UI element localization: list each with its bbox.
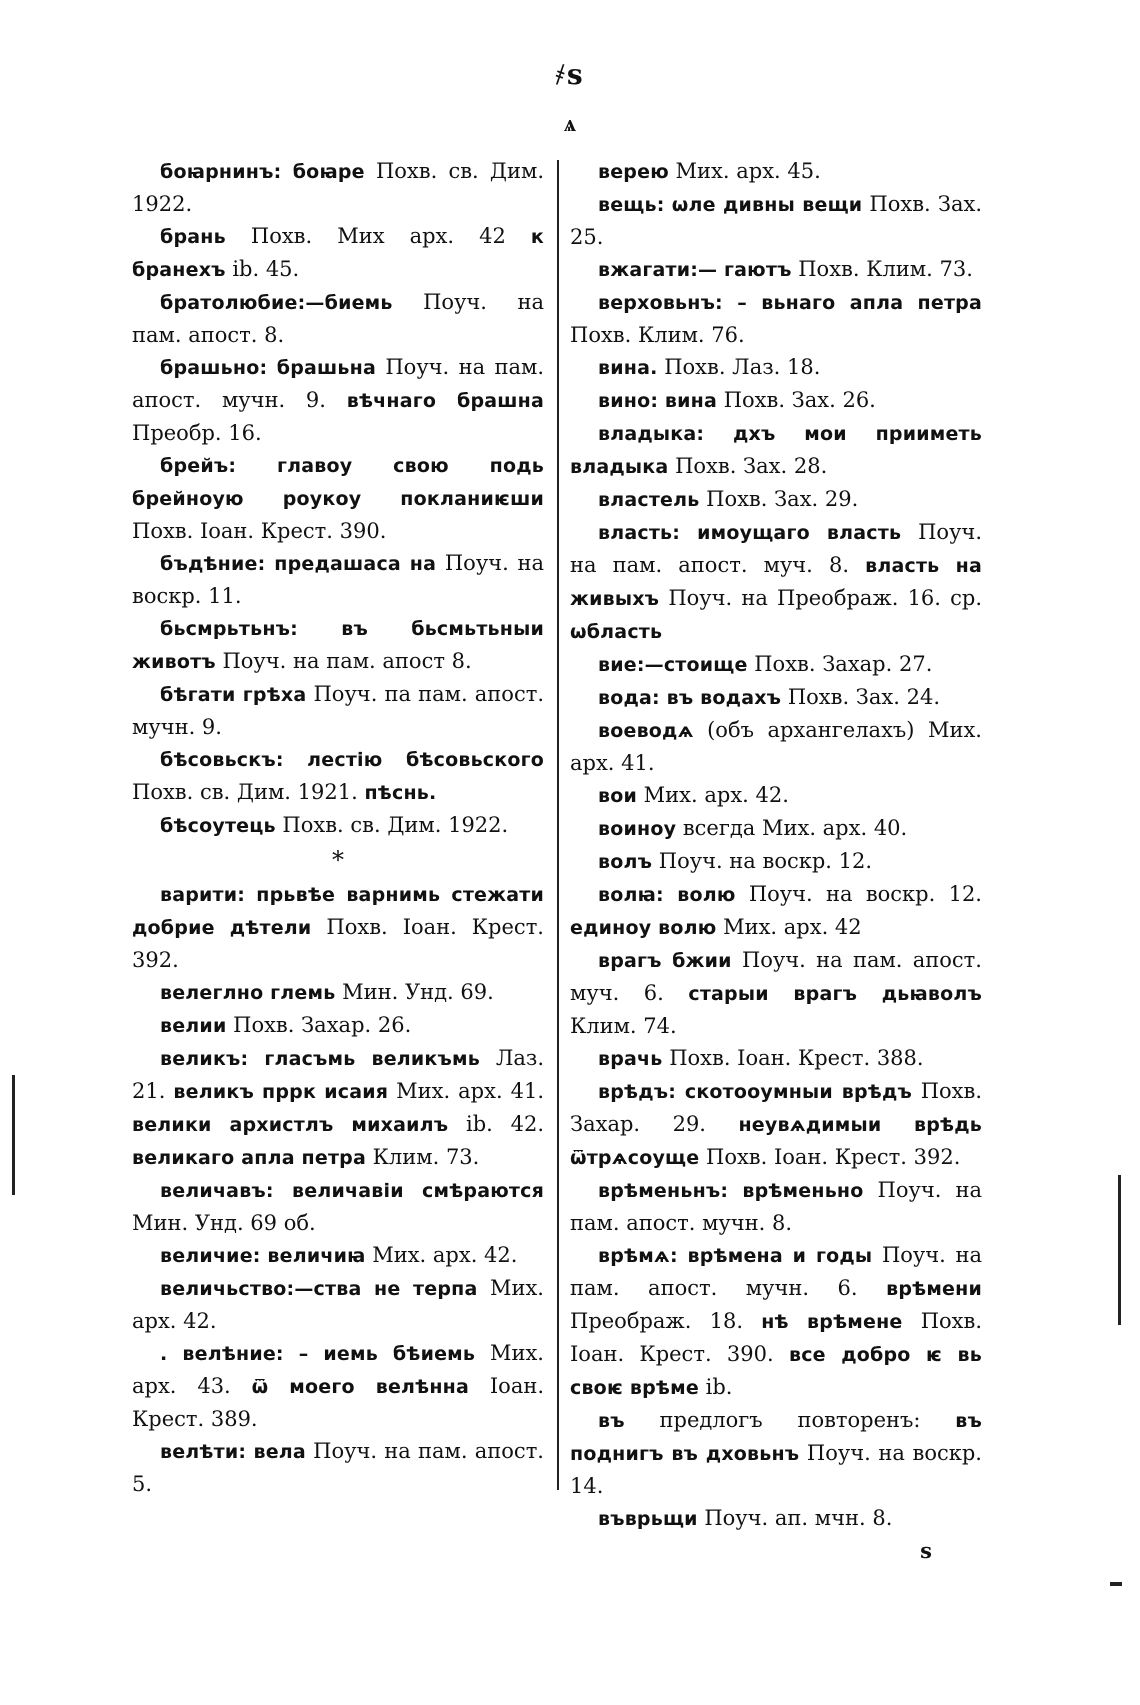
entry-reference: Мих. арх. 42.	[365, 1243, 518, 1267]
entry-headword: вещь: ѡле дивны вещи	[598, 194, 863, 216]
dictionary-entry	[570, 1075, 982, 1174]
entry-headword: владыка: дхъ мои прииметь владыка	[570, 423, 982, 478]
entry-headword: братолюбие:—биемь	[160, 292, 393, 314]
entry-citation: великъ пррк исаия	[173, 1081, 389, 1103]
entry-headword: властель	[598, 489, 700, 511]
dictionary-entry	[570, 188, 982, 253]
entry-headword: воиноу	[598, 818, 677, 840]
entry-reference: Похв. Іоан. Крест. 388.	[662, 1046, 924, 1070]
entry-reference: Похв. Зах. 25.	[570, 192, 982, 249]
entry-reference: Мин. Унд. 69.	[335, 980, 494, 1004]
entry-reference: Похв. Іоан. Крест. 390.	[570, 1309, 982, 1366]
dictionary-entry	[570, 878, 982, 944]
entry-reference: Поуч. на воскр. 11.	[132, 551, 544, 608]
entry-reference: Преображ. 18.	[570, 1309, 762, 1333]
dictionary-entry	[132, 612, 544, 678]
entry-reference: Поуч. ап. мчн. 8.	[697, 1506, 893, 1530]
entry-headword: вои	[598, 785, 637, 807]
entry-reference: Поуч. па пам. апост. мучн. 9.	[132, 682, 544, 739]
entry-reference: Похв. Зах. 29.	[699, 487, 859, 511]
entry-reference: Похв. св. Дим. 1921.	[132, 780, 365, 804]
entry-headword: брашьно: брашьна	[160, 357, 376, 379]
entry-headword: волъ	[598, 851, 653, 873]
entry-reference: предлогъ повторенъ:	[624, 1408, 956, 1432]
dictionary-entry	[132, 351, 544, 449]
entry-headword: брейъ: главоу свою подь брейноую роукоу покланиѥши	[132, 455, 544, 510]
entry-citation: вѣчнаго брашна	[346, 390, 544, 412]
entry-headword: великъ: гласъмь великъмь	[160, 1048, 480, 1070]
dictionary-entry	[570, 714, 982, 779]
dictionary-entry	[132, 809, 544, 842]
entry-reference: Похв. Іоан. Крест. 390.	[132, 519, 387, 543]
dictionary-entry	[570, 417, 982, 483]
dictionary-entry	[570, 779, 982, 812]
dictionary-entry	[132, 449, 544, 547]
entry-headword: вина.	[598, 357, 658, 379]
entry-headword: воеводѧ	[598, 720, 694, 742]
dictionary-entry	[132, 678, 544, 743]
entry-citation: единоу волю	[570, 917, 717, 939]
dictionary-entry	[570, 1174, 982, 1239]
entry-reference: Похв. Клим. 73.	[791, 257, 973, 281]
entry-headword: бъдѣние: предашаса на	[160, 553, 437, 575]
entry-reference: Похв. Клим. 76.	[570, 323, 745, 347]
entry-reference: ib. 45.	[225, 257, 300, 281]
dictionary-entry	[570, 286, 982, 351]
dictionary-entry	[132, 1272, 544, 1337]
entry-reference: Поуч. на пам. апост. муч. 8.	[570, 520, 982, 577]
entry-headword: бьсмрьтьнъ: въ бьсмьтьныи животъ	[132, 618, 544, 673]
dictionary-entry	[570, 1404, 982, 1502]
entry-headword: врагъ бжии	[598, 950, 732, 972]
entry-reference: Похв. Лаз. 18.	[657, 355, 821, 379]
entry-reference: Поуч. на пам. апост. 8.	[132, 290, 544, 347]
entry-headword: волꙗ: волю	[598, 884, 736, 906]
entry-reference: Похв. Зах. 24.	[781, 685, 940, 709]
entry-reference: Клим. 73.	[366, 1145, 480, 1169]
dictionary-entry	[132, 1174, 544, 1239]
entry-reference: Похв. Іоан. Крест. 392.	[132, 915, 544, 972]
entry-reference: Поуч. на пам. апост. муч. 6.	[570, 948, 982, 1005]
entry-reference: Поуч. на пам. апост. мучн. 9.	[132, 355, 544, 412]
dictionary-entry	[570, 681, 982, 714]
dictionary-entry	[132, 1042, 544, 1174]
entry-reference: Поуч. на пам. апост. мучн. 8.	[570, 1178, 982, 1235]
entry-reference: Мих. арх. 42.	[132, 1276, 544, 1333]
signature-mark: ѧ	[564, 108, 576, 137]
entry-headword: величавъ: величавіи смѣраются	[160, 1180, 544, 1202]
dictionary-entry	[132, 220, 544, 286]
entry-citation: великаго апла петра	[132, 1147, 366, 1169]
entry-reference: Мих. арх. 45.	[668, 159, 821, 183]
entry-reference: Похв. Зах. 28.	[668, 454, 828, 478]
entry-headword: власть: имоущаго власть	[598, 522, 902, 544]
entry-citation: старыи врагъ дьꙗволъ	[688, 983, 982, 1005]
entry-headword: верховьнъ: – вьнаго апла петра	[598, 292, 982, 314]
entry-citation: власть на живыхъ	[570, 555, 982, 610]
entry-headword: въ	[598, 1410, 625, 1432]
dictionary-entry	[132, 547, 544, 612]
entry-citation: все добро ѥ вь своѥ врѣме	[570, 1344, 982, 1399]
dictionary-entry	[132, 1435, 544, 1500]
entry-reference: Поуч. на пам. апост 8.	[215, 649, 472, 673]
entry-citation: въ поднигъ въ дховьнъ	[570, 1410, 982, 1465]
entry-headword: врѣдъ: скотооумныи врѣдъ	[598, 1081, 912, 1103]
entry-reference: ib. 42.	[448, 1112, 544, 1136]
page-folio: ҂ѕ	[555, 58, 585, 91]
entry-reference: Лаз. 21.	[132, 1046, 544, 1103]
entry-headword: верею	[598, 161, 669, 183]
entry-reference: Похв. св. Дим. 1922.	[275, 813, 509, 837]
dictionary-entry	[570, 648, 982, 681]
dictionary-entry	[132, 1239, 544, 1272]
dictionary-entry	[570, 253, 982, 286]
dictionary-entry	[132, 155, 544, 220]
entry-reference: Похв. Захар. 29.	[570, 1079, 982, 1136]
entry-reference: Похв. св. Дим. 1922.	[132, 159, 544, 216]
entry-headword: врачь	[598, 1048, 663, 1070]
entry-headword: вие:—стоище	[598, 654, 748, 676]
entry-reference: Мих. арх. 42.	[637, 783, 789, 807]
dictionary-entry	[570, 845, 982, 878]
entry-headword: бѣсовьскъ: лестію бѣсовьского	[160, 749, 544, 771]
entry-reference: Іоан. Крест. 389.	[132, 1374, 545, 1431]
dictionary-entry	[132, 1009, 544, 1042]
entry-headword: вода: въ водахъ	[598, 687, 782, 709]
entry-citation: пѣснь.	[364, 782, 437, 804]
entry-reference: Поуч. на Преображ. 16. ср.	[659, 586, 982, 610]
entry-citation: ѡбласть	[570, 621, 663, 643]
entry-citation: неувѧдимыи врѣдь ѿтрѧсоуще	[570, 1114, 982, 1169]
dictionary-entry	[570, 1239, 982, 1404]
dictionary-entry	[570, 483, 982, 516]
left-column	[132, 155, 544, 1500]
entry-reference: Похв. Мих арх. 42	[225, 224, 531, 248]
entry-reference: Мих. арх. 43.	[132, 1341, 544, 1398]
entry-headword: вино: вина	[598, 390, 718, 412]
dictionary-entry	[570, 1042, 982, 1075]
entry-headword: велѣти: вела	[160, 1441, 306, 1463]
entry-citation: ѿ моего велѣнна	[251, 1376, 470, 1398]
dictionary-entry	[570, 812, 982, 845]
entry-reference: всегда Мих. арх. 40.	[676, 816, 908, 840]
entry-headword: бѣсоутець	[160, 815, 276, 837]
right-column	[570, 155, 982, 1567]
dictionary-entry	[570, 516, 982, 648]
entry-reference: Похв. Іоан. Крест. 392.	[699, 1145, 961, 1169]
dictionary-entry	[570, 1502, 982, 1535]
entry-headword: . велѣние: – иемь бѣиемь	[160, 1343, 476, 1365]
entry-headword: величие: величиꙗ	[160, 1245, 366, 1267]
entry-headword: врѣменьнъ: врѣменьно	[598, 1180, 864, 1202]
dictionary-entry	[132, 976, 544, 1009]
margin-dash-right	[1110, 1582, 1122, 1586]
entry-reference: Поуч. на пам. апост. мучн. 6.	[570, 1243, 982, 1300]
entry-headword: бѣгати грѣха	[160, 684, 307, 706]
entry-reference: Похв. Захар. 26.	[226, 1013, 412, 1037]
column-divider	[557, 160, 559, 1490]
dictionary-entry	[132, 743, 544, 809]
entry-reference: Мин. Унд. 69 об.	[132, 1211, 316, 1235]
entry-headword: брань	[160, 226, 226, 248]
margin-mark-left	[12, 1075, 15, 1195]
entry-reference: Поуч. на воскр. 12.	[652, 849, 873, 873]
entry-headword: величьство:—ства не терпа	[160, 1278, 478, 1300]
entry-reference: Преобр. 16.	[132, 421, 262, 445]
dictionary-entry	[132, 1337, 544, 1435]
entry-reference: ib.	[698, 1375, 733, 1399]
dictionary-entry	[570, 351, 982, 384]
entry-reference: Клим. 74.	[570, 1014, 677, 1038]
dictionary-entry	[570, 384, 982, 417]
entry-headword: врѣмѧ: врѣмена и годы	[598, 1245, 873, 1267]
entry-reference: Поуч. на пам. апост. 5.	[132, 1439, 544, 1496]
entry-headword: варити: прьвѣе варнимь стежати добрие дѣтели	[132, 884, 544, 939]
margin-mark-right	[1118, 1175, 1121, 1325]
section-asterisk: *	[332, 846, 344, 874]
entry-headword: въврьщи	[598, 1508, 698, 1530]
entry-headword: велеглно глемь	[160, 982, 336, 1004]
entry-reference: Мих. арх. 42	[716, 915, 862, 939]
dictionary-entry	[570, 944, 982, 1042]
entry-citation: к бранехъ	[132, 226, 544, 281]
entry-reference: (объ архангелахъ) Мих. арх. 41.	[570, 718, 982, 775]
entry-reference: Поуч. на воскр. 14.	[570, 1441, 982, 1498]
dictionary-entry	[132, 286, 544, 351]
entry-citation: нѣ врѣмене	[761, 1311, 903, 1333]
entry-headword: вжагати:— гаютъ	[598, 259, 792, 281]
dictionary-entry	[570, 155, 982, 188]
entry-headword: боꙗрнинъ: боꙗре	[160, 161, 365, 183]
entry-reference: Похв. Захар. 27.	[747, 652, 933, 676]
signature-mark-bottom: ѕ	[920, 1538, 932, 1563]
entry-reference: Похв. Зах. 26.	[717, 388, 876, 412]
entry-reference: Мих. арх. 41.	[388, 1079, 545, 1103]
entry-headword: велии	[160, 1015, 227, 1037]
entry-reference: Поуч. на воскр. 12.	[735, 882, 982, 906]
entry-citation: велики архистлъ михаилъ	[132, 1114, 449, 1136]
entry-citation: врѣмени	[886, 1278, 982, 1300]
dictionary-entry	[132, 878, 544, 976]
